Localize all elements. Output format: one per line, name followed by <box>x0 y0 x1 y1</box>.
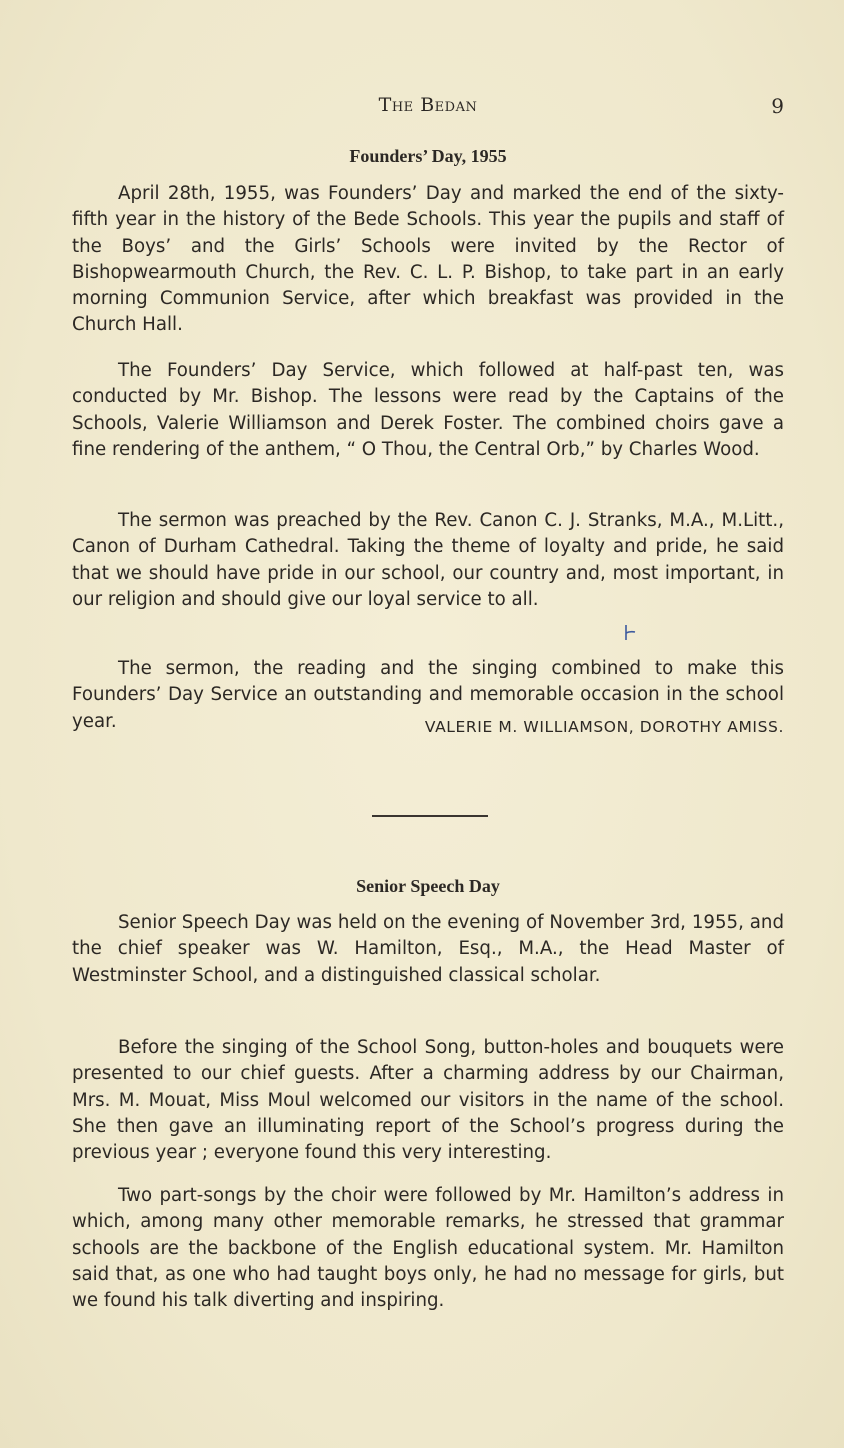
section-divider <box>372 815 488 817</box>
handwritten-correction-mark <box>623 624 637 642</box>
paragraph: The Founders’ Day Service, which followed at half-past ten, was conducted by Mr. Bishop. The lessons were read by the Captains of the Schools, Valerie Williamson and Derek Foster. The combined choirs gave a fine rendering of the anthem, “ O Thou, the Central Orb,” by Charles Wood. <box>72 360 784 460</box>
paragraph: The sermon was preached by the Rev. Canon C. J. Stranks, M.A., M.Litt., Canon of Durham Cathedral. Taking the theme of loyalty and pride, he said that we should have pride in our school, our country and, most important, in our religion and should give our loyal service to all. <box>72 510 784 610</box>
section-heading-senior-speech-day: Senior Speech Day <box>356 876 500 896</box>
running-title: The Bedan <box>378 94 478 116</box>
signature-line: VALERIE M. WILLIAMSON, DOROTHY AMISS. <box>424 718 784 736</box>
running-header <box>72 94 784 124</box>
paragraph: Senior Speech Day was held on the evening of November 3rd, 1955, and the chief speaker was W. Hamilton, Esq., M.A., the Head Master of Westminster School, and a distinguished classical scholar. <box>72 912 784 986</box>
paragraph: The sermon, the reading and the singing combined to make this Founders’ Day Service an outstanding and memorable occasion in the school year. <box>72 658 784 732</box>
section-heading-founders-day: Founders’ Day, 1955 <box>349 146 507 166</box>
paragraph: April 28th, 1955, was Founders’ Day and marked the end of the sixty-fifth year in the history of the Bede Schools. This year the pupils and staff of the Boys’ and the Girls’ Schools were invited by the Rector of Bishopwearmouth Church, the Rev. C. L. P. Bishop, to take part in an early morning Communion Service, after which breakfast was provided in the Church Hall. <box>72 183 784 336</box>
page-number: 9 <box>771 94 784 118</box>
paragraph: Two part-songs by the choir were followed by Mr. Hamilton’s address in which, among many other memorable remarks, he stressed that grammar schools are the backbone of the English educational system. Mr. Hamilton said that, as one who had taught boys only, he had no message for girls, but we found his talk diverting and inspiring. <box>72 1185 784 1312</box>
paragraph: Before the singing of the School Song, button-holes and bouquets were presented to our chief guests. After a charming address by our Chairman, Mrs. M. Mouat, Miss Moul welcomed our visitors in the name of the school. She then gave an illuminating report of the School’s progress during the previous year ; everyone found this very interesting. <box>72 1037 784 1164</box>
